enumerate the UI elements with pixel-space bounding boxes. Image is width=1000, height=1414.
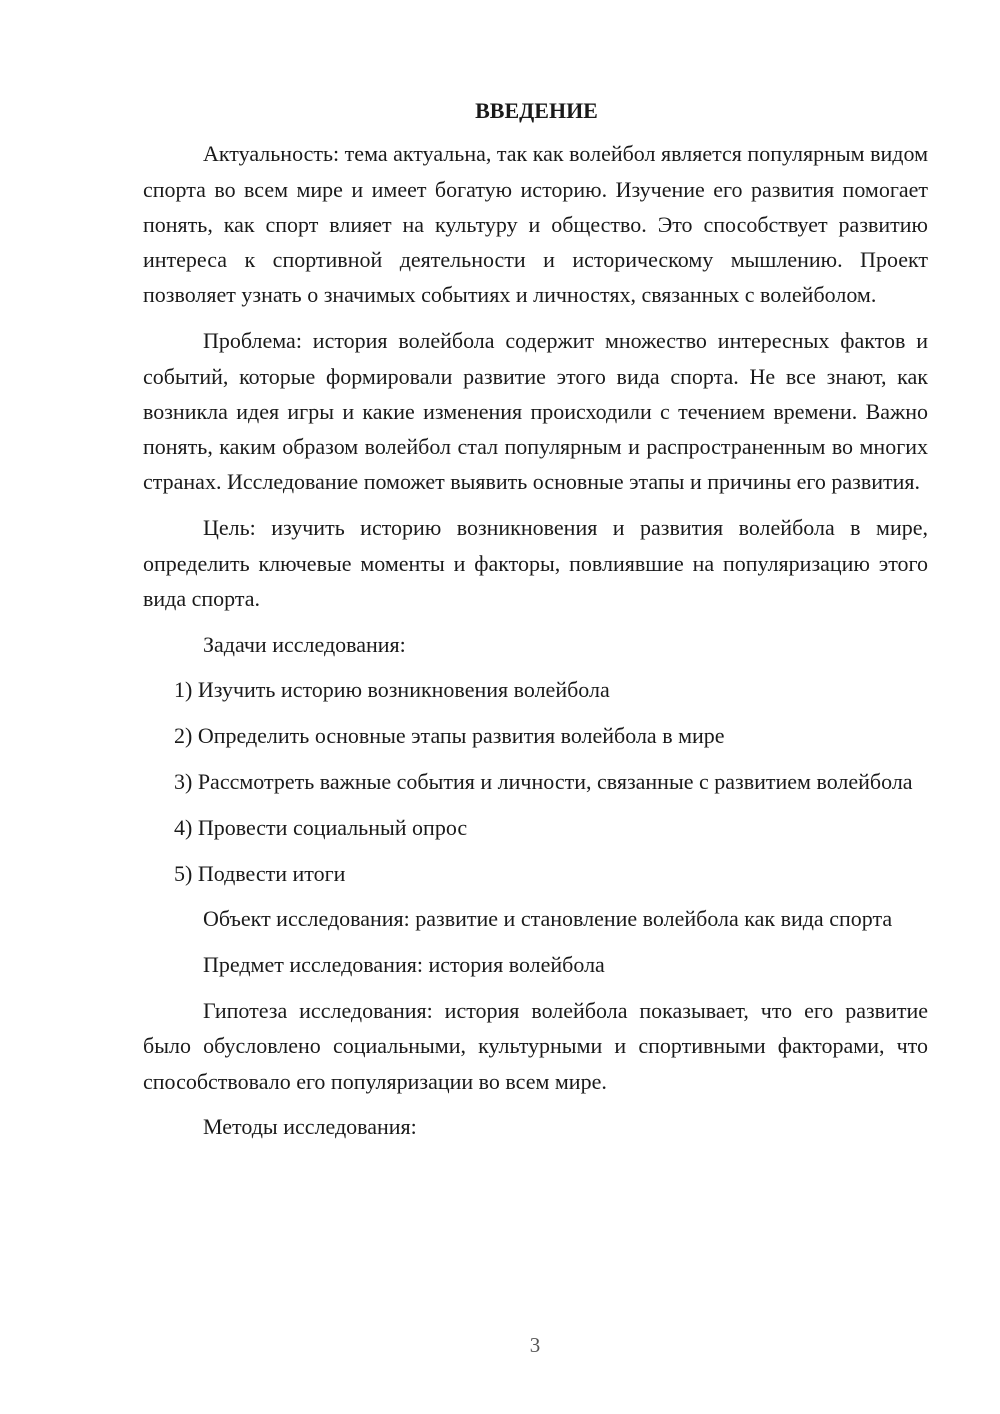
paragraph-subject: Предмет исследования: история волейбола xyxy=(203,952,605,978)
page-number: 3 xyxy=(529,1333,541,1357)
paragraph-hypothesis: Гипотеза исследования: история волейбола показывает, что его развитие было обусловлено социальными, культурными и спортивными факторами, что способствовало его популяризации во всем мире. xyxy=(143,998,928,1094)
paragraph-object: Объект исследования: развитие и становление волейбола как вида спорта xyxy=(203,906,893,932)
task-item-3: 3) Рассмотреть важные события и личности, связанные с развитием волейбола xyxy=(174,769,913,795)
page-content xyxy=(143,93,928,1155)
task-item-5: 5) Подвести итоги xyxy=(174,860,346,886)
paragraph-relevance: Актуальность: тема актуальна, так как волейбол является популярным видом спорта во всем мире и имеет богатую историю. Изучение его развития помогает понять, как спорт влияет на культуру и общество. Это способствует развитию интереса к спортивной деятельности и историческому мышлению. Проект позволяет узнать о значимых событиях и личностях, связанных с волейболом. xyxy=(143,141,928,308)
page-title: ВВЕДЕНИЕ xyxy=(475,98,598,123)
task-item-4: 4) Провести социальный опрос xyxy=(174,814,468,840)
task-item-2: 2) Определить основные этапы развития волейбола в мире xyxy=(174,723,725,749)
methods-heading: Методы исследования: xyxy=(203,1114,417,1140)
tasks-heading: Задачи исследования: xyxy=(203,631,406,657)
paragraph-problem: Проблема: история волейбола содержит множество интересных фактов и событий, которые формировали развитие этого вида спорта. Не все знают, как возникла идея игры и какие изменения происходили с течением времени. Важно понять, каким образом волейбол стал популярным и распространенным во многих странах. Исследование поможет выявить основные этапы и причины его развития. xyxy=(143,328,928,495)
task-item-1: 1) Изучить историю возникновения волейбола xyxy=(174,677,610,703)
paragraph-goal: Цель: изучить историю возникновения и развития волейбола в мире, определить ключевые моменты и факторы, повлиявшие на популяризацию этого вида спорта. xyxy=(143,515,928,611)
